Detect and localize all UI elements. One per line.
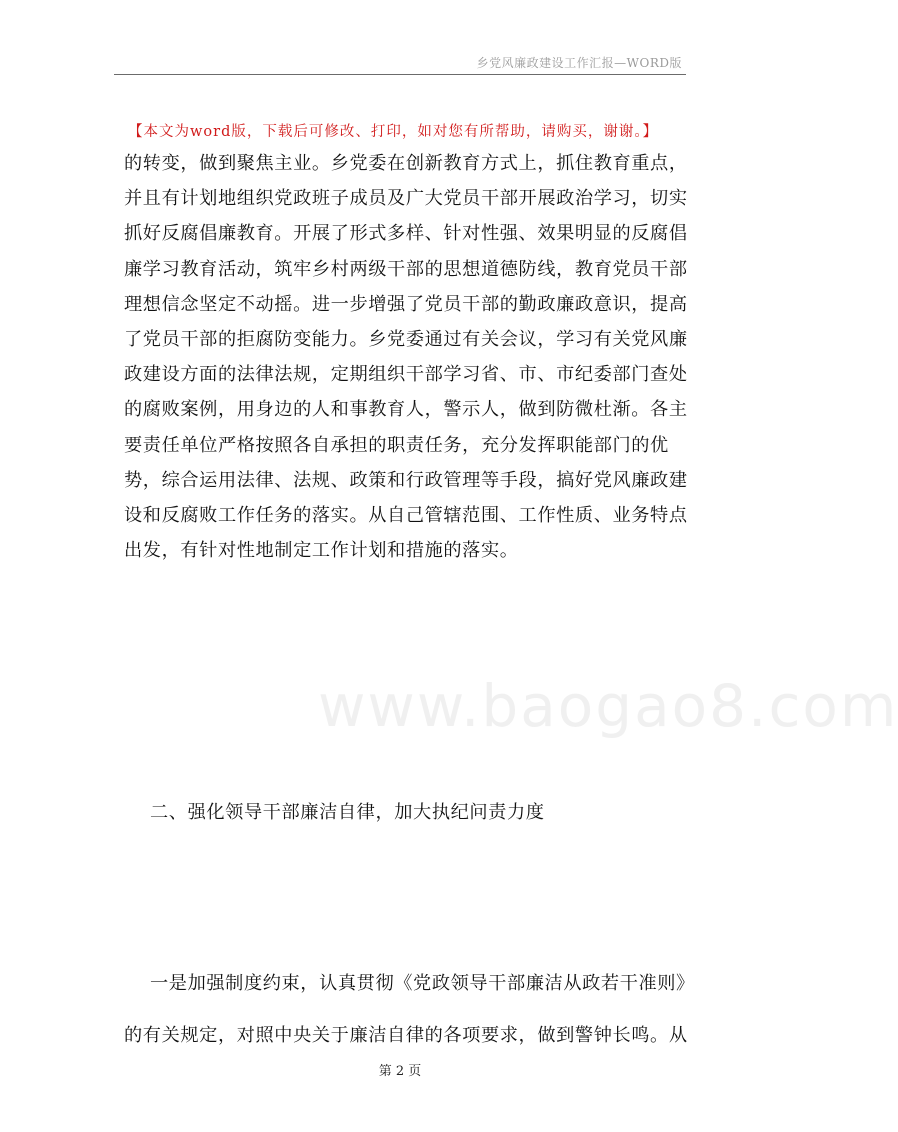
body-line: 理想信念坚定不动摇。进一步增强了党员干部的勤政廉政意识，提高 — [124, 293, 688, 315]
body-line: 要责任单位严格按照各自承担的职责任务，充分发挥职能部门的优 — [124, 434, 669, 456]
body-line: 一是加强制度约束，认真贯彻《党政领导干部廉洁从政若干准则》 — [150, 973, 695, 994]
page-number: 第 2 页 — [378, 1064, 422, 1079]
body-line: 设和反腐败工作任务的落实。从自己管辖范围、工作性质、业务特点 — [124, 505, 688, 527]
body-line: 了党员干部的拒腐防变能力。乡党委通过有关会议，学习有关党风廉 — [124, 329, 688, 351]
body-line: 的腐败案例，用身边的人和事教育人，警示人，做到防微杜渐。各主 — [124, 399, 688, 421]
body-line: 并且有计划地组织党政班子成员及广大党员干部开展政治学习，切实 — [124, 188, 688, 210]
body-paragraph — [124, 146, 690, 568]
watermark: www.baogao8.com — [318, 672, 898, 740]
download-notice: 【本文为word版，下载后可修改、打印，如对您有所帮助，请购买，谢谢。】 — [128, 124, 659, 140]
body-line: 势，综合运用法律、法规、政策和行政管理等手段，搞好党风廉政建 — [124, 469, 688, 491]
body-line: 政建设方面的法律法规，定期组织干部学习省、市、市纪委部门查处 — [124, 364, 688, 386]
body-line: 的转变，做到聚焦主业。乡党委在创新教育方式上，抓住教育重点， — [124, 153, 688, 174]
running-header: 乡党风廉政建设工作汇报—WORD版 — [476, 56, 682, 70]
body-line: 抓好反腐倡廉教育。开展了形式多样、针对性强、效果明显的反腐倡 — [124, 223, 688, 245]
body-paragraph-2 — [124, 958, 695, 1062]
section-heading: 二、强化领导干部廉洁自律，加大执纪问责力度 — [150, 802, 545, 823]
header-rule — [114, 74, 686, 75]
body-line: 的有关规定，对照中央关于廉洁自律的各项要求，做到警钟长鸣。从 — [124, 1025, 688, 1046]
body-line: 廉学习教育活动，筑牢乡村两级干部的思想道德防线，教育党员干部 — [124, 258, 688, 280]
body-line: 出发，有针对性地制定工作计划和措施的落实。 — [124, 540, 519, 562]
